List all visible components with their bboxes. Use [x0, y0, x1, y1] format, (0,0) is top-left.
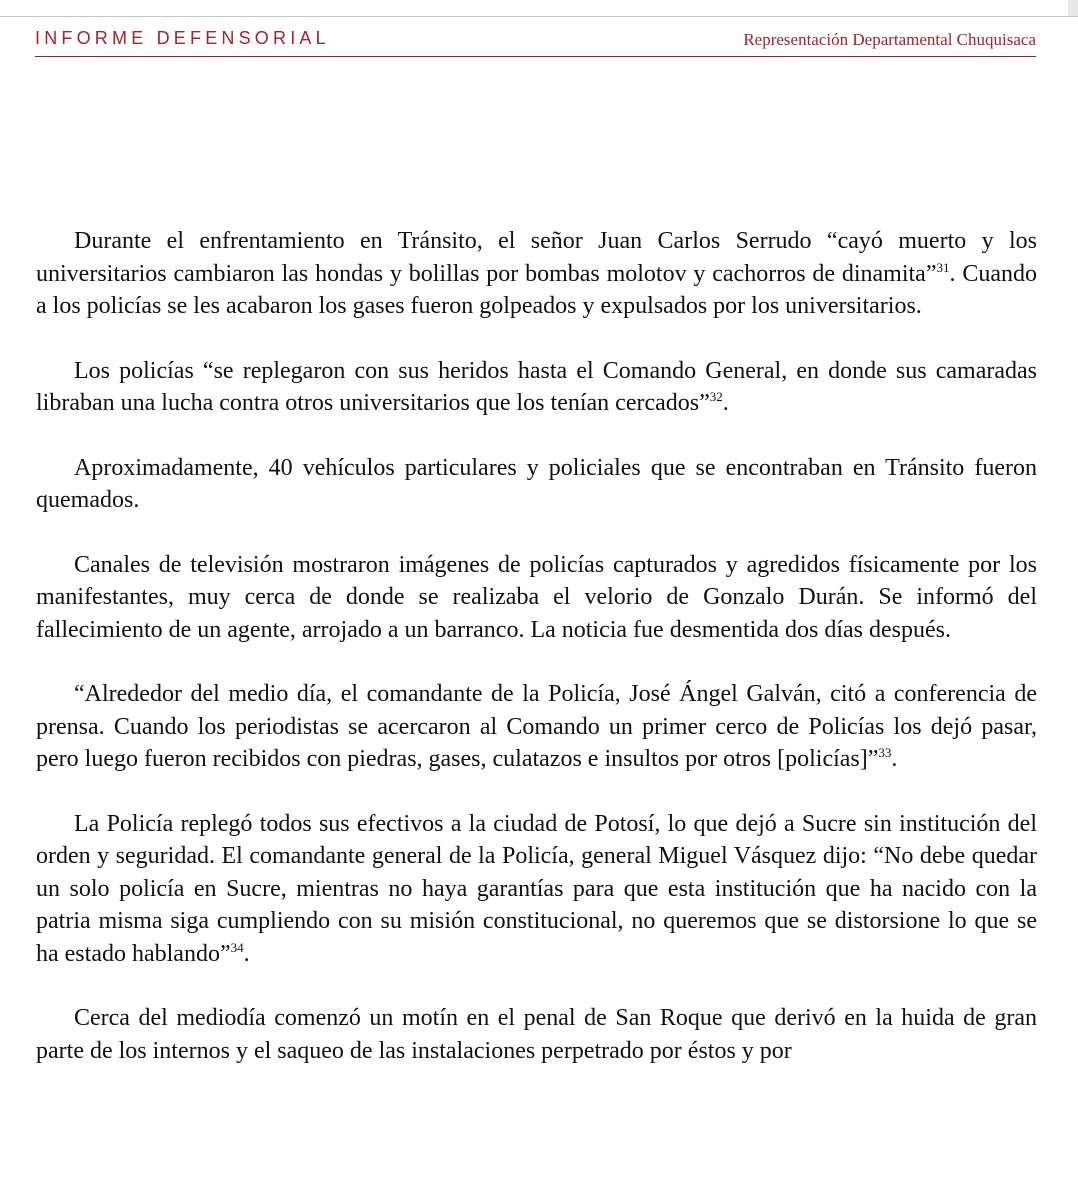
footnote-ref: 32 [709, 389, 723, 404]
paragraph-text-cont: . [891, 746, 898, 772]
paragraph [36, 549, 1037, 647]
paragraph-text: “Alrededor del medio día, el comandante de la Policía, José Ángel Galván, citó a conferencia de prensa. Cuando los periodistas se acercaron al Comando un primer cerco de Policías los dejó pasar, pero luego fueron recibidos con piedras, gases, culatazos e insultos por otros [policías]” [36, 681, 1037, 772]
top-edge [0, 0, 1078, 17]
paragraph-text-cont: . Cuando a los policías se les acabaron los gases fueron golpeados y expulsados por los universitarios. [36, 260, 1037, 319]
footnote-ref: 33 [878, 745, 892, 760]
footnote-ref: 31 [936, 259, 950, 275]
paragraph [36, 452, 1037, 517]
paragraph-text-cont: . [722, 390, 729, 416]
paragraph [36, 678, 1037, 776]
paragraph-text: Canales de televisión mostraron imágenes de policías capturados y agredidos físicamente por los manifestantes, muy cerca de donde se realizaba el velorio de Gonzalo Durán. Se informó del fallecimiento de un agente, arrojado a un barranco. La noticia fue desmentida dos días después. [36, 551, 1037, 643]
paragraph-text: Los policías “se replegaron con sus heridos hasta el Comando General, en donde sus camaradas libraban una lucha contra otros universitarios que los tenían cercados” [36, 357, 1037, 416]
paragraph [36, 225, 1037, 323]
paragraph-text-cont: . [243, 940, 250, 967]
paragraph-text: La Policía replegó todos sus efectivos a la ciudad de Potosí, lo que dejó a Sucre sin institución del orden y seguridad. El comandante general de la Policía, general Miguel Vásquez dijo: “No debe quedar un solo policía en Sucre, mientras no haya garantías para que esta institución que ha nacido con la patria misma siga cumpliendo con su misión constitucional, no queremos que se distorsione lo que se ha estado hablando” [36, 810, 1037, 967]
body-text [36, 225, 1037, 1097]
paragraph-text: Cerca del mediodía comenzó un motín en el penal de San Roque que derivó en la huida de gran parte de los internos y el saqueo de las instalaciones perpetrado por éstos y por [36, 1005, 1037, 1064]
paragraph [36, 1002, 1037, 1067]
paragraph-text: Durante el enfrentamiento en Tránsito, el señor Juan Carlos Serrudo “cayó muerto y los universitarios cambiaron las hondas y bolillas por bombas molotov y cachorros de dinamita” [36, 228, 1037, 287]
paragraph-text: Aproximadamente, 40 vehículos particulares y policiales que se encontraban en Tránsito fueron quemados. [36, 454, 1037, 513]
paragraph [36, 355, 1037, 420]
page-header [35, 28, 1036, 57]
department-title: Representación Departamental Chuquisaca [743, 30, 1036, 49]
paragraph [36, 808, 1037, 971]
report-title: INFORME DEFENSORIAL [35, 28, 330, 48]
footnote-ref: 34 [230, 939, 244, 955]
